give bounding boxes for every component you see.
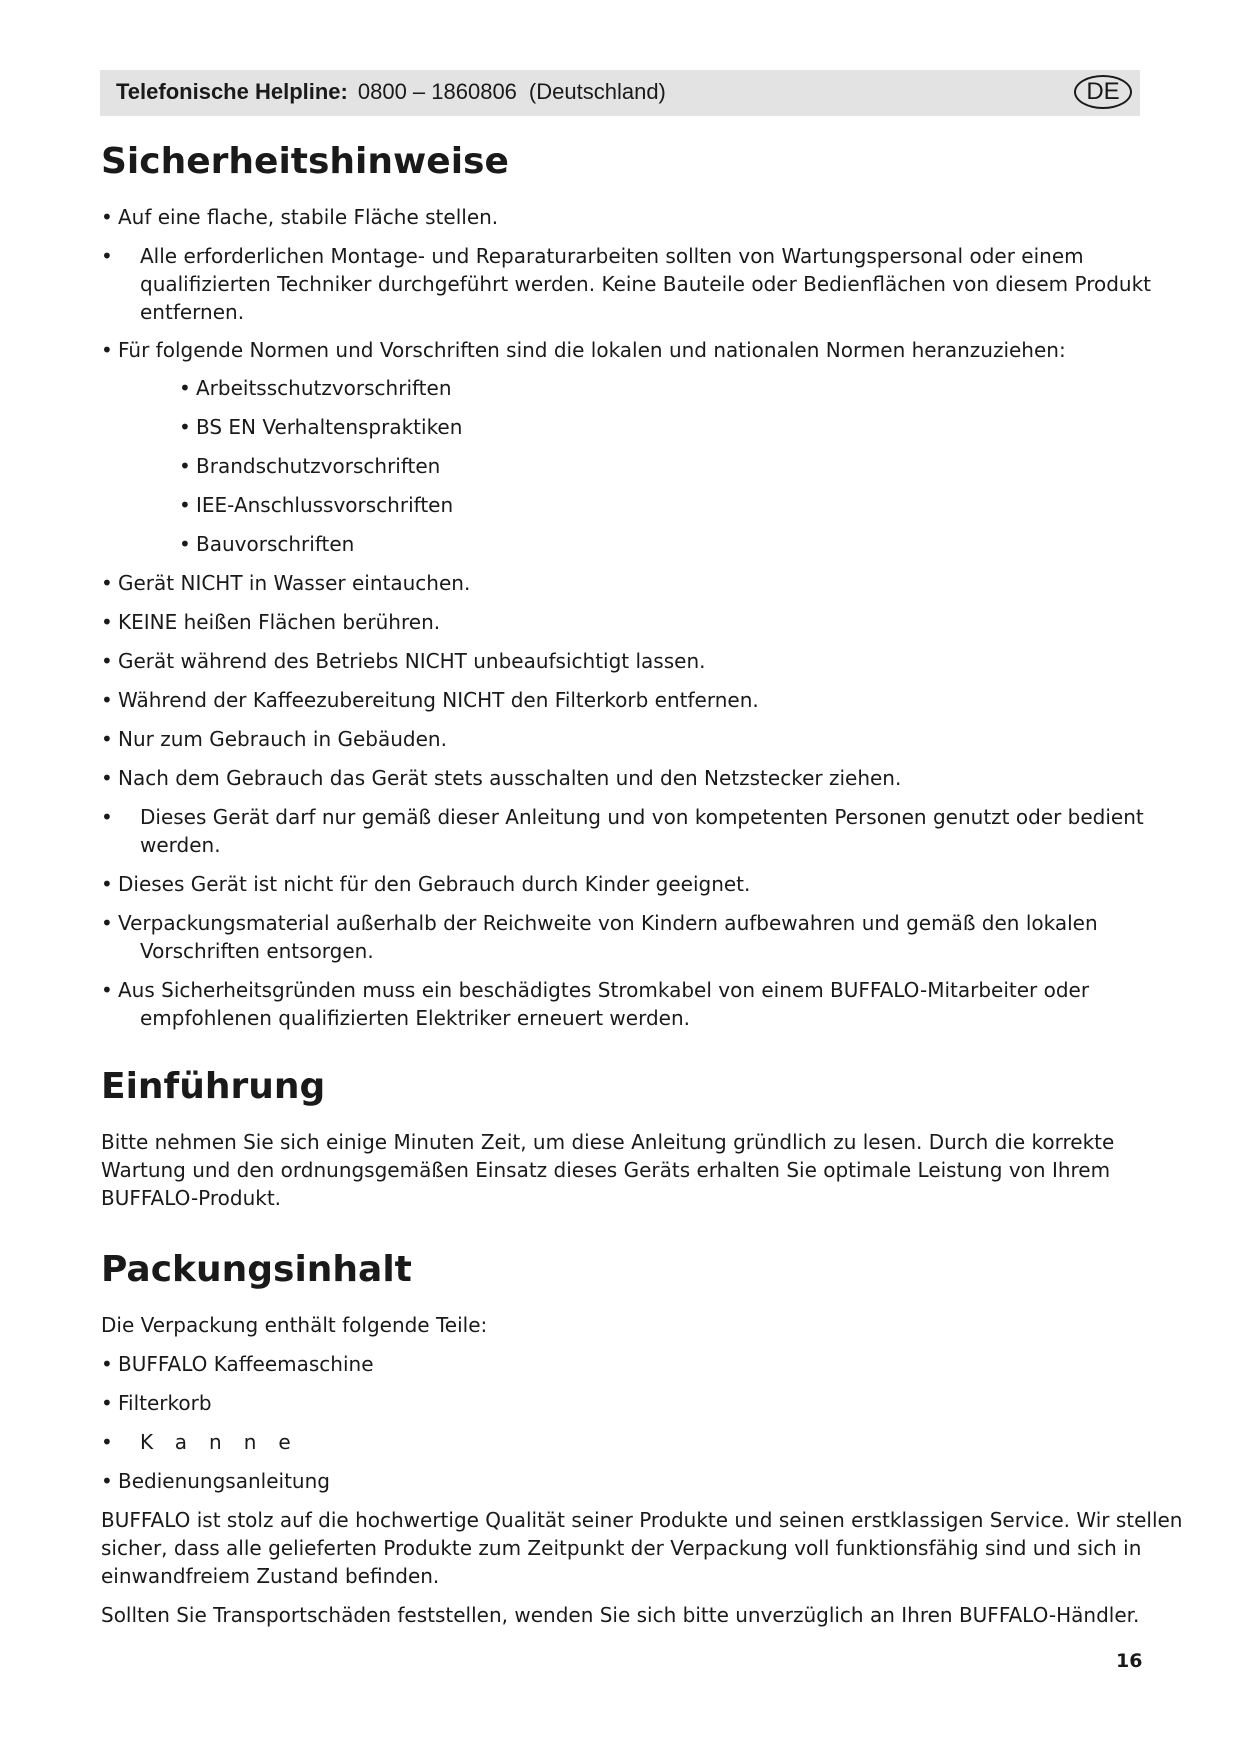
- bullet: •: [179, 376, 191, 400]
- bullet: •: [101, 1391, 113, 1415]
- bullet: •: [101, 1352, 113, 1376]
- helpline-country: (Deutschland): [528, 79, 666, 104]
- bullet: •: [101, 688, 113, 712]
- bullet: •: [179, 454, 191, 478]
- bullet: •: [101, 911, 113, 935]
- safety-title: Sicherheitshinweise: [101, 141, 509, 182]
- bullet: •: [101, 338, 113, 362]
- bullet: •: [101, 872, 113, 896]
- language-badge: DE: [1074, 75, 1132, 109]
- bullet: •: [101, 649, 113, 673]
- helpline-number: 0800 – 1860806: [357, 79, 517, 104]
- bullet: •: [101, 1430, 113, 1454]
- helpline-bar: [100, 70, 1140, 116]
- damage-paragraph: Sollten Sie Transportschäden feststellen, wenden Sie sich bitte unverzüglich an Ihren BUFFALO-Händler.: [101, 1603, 1140, 1627]
- bullet: •: [101, 727, 113, 751]
- contents-lead: Die Verpackung enthält folgende Teile:: [101, 1313, 488, 1337]
- bullet: •: [101, 978, 113, 1002]
- bullet: •: [179, 532, 191, 556]
- bullet: •: [101, 571, 113, 595]
- page-number: 16: [1116, 1650, 1143, 1672]
- bullet: •: [101, 205, 113, 229]
- bullet: •: [179, 493, 191, 517]
- helpline-label: Telefonische Helpline:: [116, 79, 348, 104]
- bullet: •: [101, 766, 113, 790]
- contents-title: Packungsinhalt: [101, 1249, 412, 1290]
- bullet: •: [101, 1469, 113, 1493]
- quality-paragraph: BUFFALO ist stolz auf die hochwertige Qualität seiner Produkte und seinen erstklassigen Service. Wir stellen sicher, dass alle gelieferten Produkte zum Zeitpunkt der Verpackung voll funktionsfähig sind und sich in einwandfreiem Zustand befinden.: [101, 1508, 1183, 1588]
- bullet: •: [101, 244, 113, 268]
- helpline-text: [116, 79, 666, 105]
- intro-paragraph: Bitte nehmen Sie sich einige Minuten Zeit, um diese Anleitung gründlich zu lesen. Durch die korrekte Wartung und den ordnungsgemäßen Einsatz dieses Geräts erhalten Sie optimale Leistung von Ihrem BUFFALO-Produkt.: [101, 1130, 1115, 1210]
- manual-page: Telefonische Helpline: 0800 – 1860806 (Deutschland) DE Sicherheitshinweise • Auf eine flache, stabile Fläche stellen. • Alle erforderlichen Montage- und Reparaturarbeiten sollten von Wartungspersonal oder einem qualifizierten Techniker durchgeführt werden. Keine Bauteile oder Bedienflächen von diesem Produkt entfernen. • Für folgende Normen und Vorschriften sind die lokalen und nationalen Normen heranzuziehen: • Arbeitsschutzvorschriften • BS EN Verhaltenspraktiken • Brandschutzvorschriften • IEE-Anschlussvorschriften • Bauvorschriften • Gerät NICHT in Wasser eintauchen. • KEINE heißen Flächen berühren. • Gerät während des Betriebs NICHT unbeaufsichtigt lassen. • Während der Kaffeezubereitung NICHT den Filterkorb entfernen. • Nur zum Gebrauch in Gebäuden. • Nach dem Gebrauch das Gerät stets ausschalten und den Netzstecker ziehen. • Dieses Gerät darf nur gemäß dieser Anleitung und von kompetenten Personen genutzt oder bedient werden. • Dieses Gerät ist nicht für den Gebrauch durch Kinder geeignet. • Verpackungsmaterial außerhalb der Reichweite von Kindern aufbewahren und gemäß den lokalen Vorschriften entsorgen. • Aus Sicherheitsgründen muss ein beschädigtes Stromkabel von einem BUFFALO-Mitarbeiter oder empfohlenen qualifizierten Elektriker erneuert werden. Einführung Bitte nehmen Sie sich einige Minuten Zeit, um diese Anleitung gründlich zu lesen. Durch die korrekte Wartung und den ordnungsgemäßen Einsatz dieses Geräts erhalten Sie optimale Leistung von Ihrem BUFFALO-Produkt. Packungsinhalt Die Verpackung enthält folgende Teile: • BUFFALO Kaffeemaschine • Filterkorb • Kanne • Bedienungsanleitung BUFFALO ist stolz auf die hochwertige Qualität seiner Produkte und seinen erstklassigen Service. Wir stellen sicher, dass alle gelieferten Produkte zum Zeitpunkt der Verpackung voll funktionsfähig sind und sich in einwandfreiem Zustand befinden. Sollten Sie Transportschäden feststellen, wenden Sie sich bitte unverzüglich an Ihren BUFFALO-Händler. 16: [0, 0, 1241, 1754]
- intro-title: Einführung: [101, 1066, 326, 1107]
- bullet: •: [101, 805, 113, 829]
- bullet: •: [101, 610, 113, 634]
- bullet: •: [179, 415, 191, 439]
